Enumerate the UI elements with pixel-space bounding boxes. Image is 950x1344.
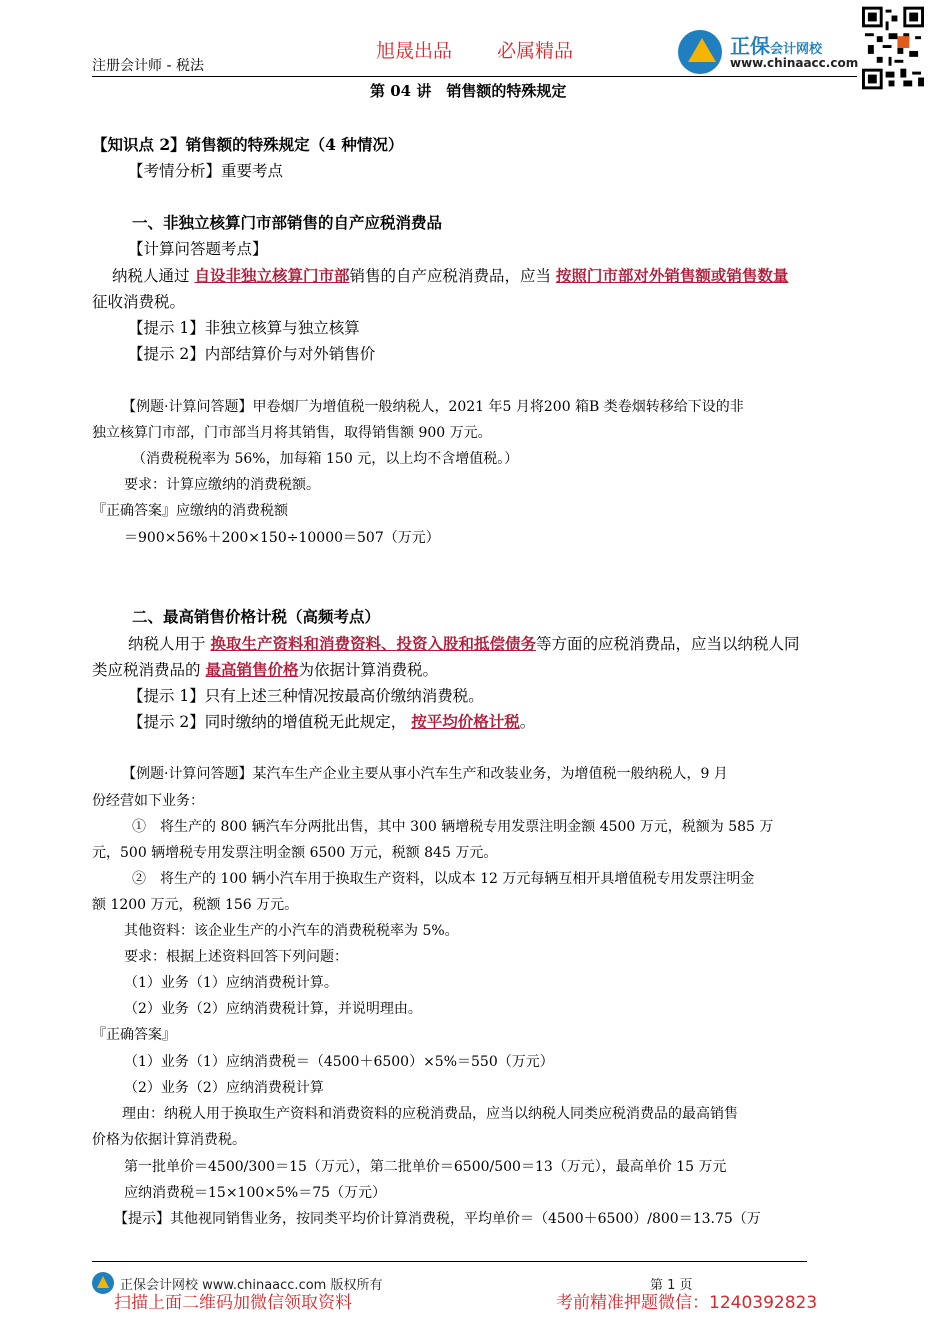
kp-analysis: 【考情分析】重要考点 [128, 162, 284, 180]
s2-example-line: 份经营如下业务： [92, 793, 204, 809]
s2-example-line: 【例题·计算问答题】某汽车生产企业主要从事小汽车生产和改装业务，为增值税一般纳税人，9 月 [122, 766, 728, 782]
s1-paragraph: 纳税人通过 自设非独立核算门市部销售的自产应税消费品，应当 按照门市部对外销售额或销售数量 [112, 266, 789, 285]
s2-tip2: 【提示 2】同时缴纳的增值税无此规定， 按平均价格计税。 [128, 712, 536, 731]
s2-example-line: ① 将生产的 800 辆汽车分两批出售，其中 300 辆增税专用发票注明金额 4500 万元，税额为 585 万 [132, 819, 774, 835]
s2-answer-line: 应纳消费税＝15×100×5%＝75（万元） [124, 1185, 387, 1201]
s2-example-line: 其他资料：该企业生产的小汽车的消费税税率为 5%。 [124, 923, 459, 939]
s2-paragraph-cont: 类应税消费品的 最高销售价格为依据计算消费税。 [92, 660, 438, 679]
s2-answer-tip: 【提示】其他视同销售业务，按同类平均价计算消费税，平均单价＝（4500＋6500）/800＝13.75（万 [114, 1211, 761, 1227]
logo-name: 正保会计网校 [730, 34, 823, 58]
kp-title: 【知识点 2】销售额的特殊规定（4 种情况） [92, 135, 404, 154]
brand-right-text: 必属精品 [497, 40, 574, 62]
s1-tip1: 【提示 1】非独立核算与独立核算 [128, 319, 360, 337]
s2-example-line: 额 1200 万元，税额 156 万元。 [92, 897, 299, 913]
footer-copyright: 正保会计网校 www.chinaacc.com 版权所有 [120, 1278, 383, 1293]
s2-example-line: 要求：根据上述资料回答下列问题： [124, 949, 348, 965]
keyword-highlight: 换取生产资料和消费资料、投资入股和抵偿债务 [210, 634, 536, 653]
keyword-highlight: 自设非独立核算门市部 [194, 266, 350, 285]
s1-example-line: 【例题·计算问答题】甲卷烟厂为增值税一般纳税人，2021 年5 月将200 箱B 类卷烟转移给下设的非 [122, 399, 744, 415]
s1-tip2: 【提示 2】内部结算价与对外销售价 [128, 345, 376, 363]
footer-logo-icon [92, 1272, 114, 1294]
footer-rule [92, 1261, 807, 1262]
s2-tip1: 【提示 1】只有上述三种情况按最高价缴纳消费税。 [128, 687, 484, 705]
s1-example-line: （消费税税率为 56%，加每箱 150 元，以上均不含增值税。） [132, 451, 519, 467]
s1-example-line: 独立核算门市部，门市部当月将其销售，取得销售额 900 万元。 [92, 425, 492, 441]
s1-answer-label: 『正确答案』应缴纳的消费税额 [92, 503, 288, 519]
logo-icon [678, 30, 722, 74]
s2-answer-line: 第一批单价＝4500/300＝15（万元），第二批单价＝6500/500＝13（万元），最高单价 15 万元 [124, 1159, 727, 1175]
promo-left-text: 扫描上面二维码加微信领取资料 [114, 1293, 352, 1313]
s2-example-line: 元，500 辆增税专用发票注明金额 6500 万元，税额 845 万元。 [92, 845, 498, 861]
s1-answer-formula: ＝900×56%＋200×150÷10000＝507（万元） [124, 530, 440, 546]
header-rule [92, 76, 857, 77]
s1-heading: 一、非独立核算门市部销售的自产应税消费品 [132, 213, 443, 232]
keyword-highlight: 最高销售价格 [205, 660, 299, 679]
s1-paragraph-cont: 征收消费税。 [92, 293, 186, 311]
s2-example-line: （1）业务（1）应纳消费税计算。 [124, 975, 338, 991]
footer-page-number: 第 1 页 [650, 1278, 693, 1293]
s2-answer-line: 理由：纳税人用于换取生产资料和消费资料的应税消费品，应当以纳税人同类应税消费品的最高销售 [122, 1106, 738, 1122]
course-title: 注册会计师 - 税法 [92, 58, 204, 74]
lecture-title: 第 04 讲 销售额的特殊规定 [370, 82, 567, 100]
brand-left-text: 旭晟出品 [376, 40, 453, 62]
s1-tag: 【计算问答题考点】 [128, 240, 268, 258]
s2-answer-label: 『正确答案』 [92, 1027, 176, 1043]
s2-paragraph: 纳税人用于 换取生产资料和消费资料、投资入股和抵偿债务等方面的应税消费品，应当以纳税人同 [128, 634, 800, 653]
keyword-highlight: 按照门市部对外销售额或销售数量 [555, 266, 789, 285]
s2-answer-line: （2）业务（2）应纳消费税计算 [124, 1080, 324, 1096]
s2-answer-line: （1）业务（1）应纳消费税＝（4500＋6500）×5%＝550（万元） [124, 1054, 554, 1070]
s2-heading: 二、最高销售价格计税（高频考点） [132, 607, 381, 626]
qr-code-icon[interactable] [862, 6, 924, 90]
s2-example-line: ② 将生产的 100 辆小汽车用于换取生产资料，以成本 12 万元每辆互相开具增值税专用发票注明金 [132, 871, 755, 887]
s2-example-line: （2）业务（2）应纳消费税计算，并说明理由。 [124, 1001, 422, 1017]
chinaacc-logo [678, 30, 858, 74]
promo-right-text: 考前精准押题微信：1240392823 [556, 1293, 818, 1313]
keyword-highlight: 按平均价格计税 [411, 712, 520, 731]
logo-url: www.chinaacc.com [730, 56, 859, 70]
s1-example-line: 要求：计算应缴纳的消费税额。 [124, 477, 320, 493]
s2-answer-line: 价格为依据计算消费税。 [92, 1132, 246, 1148]
